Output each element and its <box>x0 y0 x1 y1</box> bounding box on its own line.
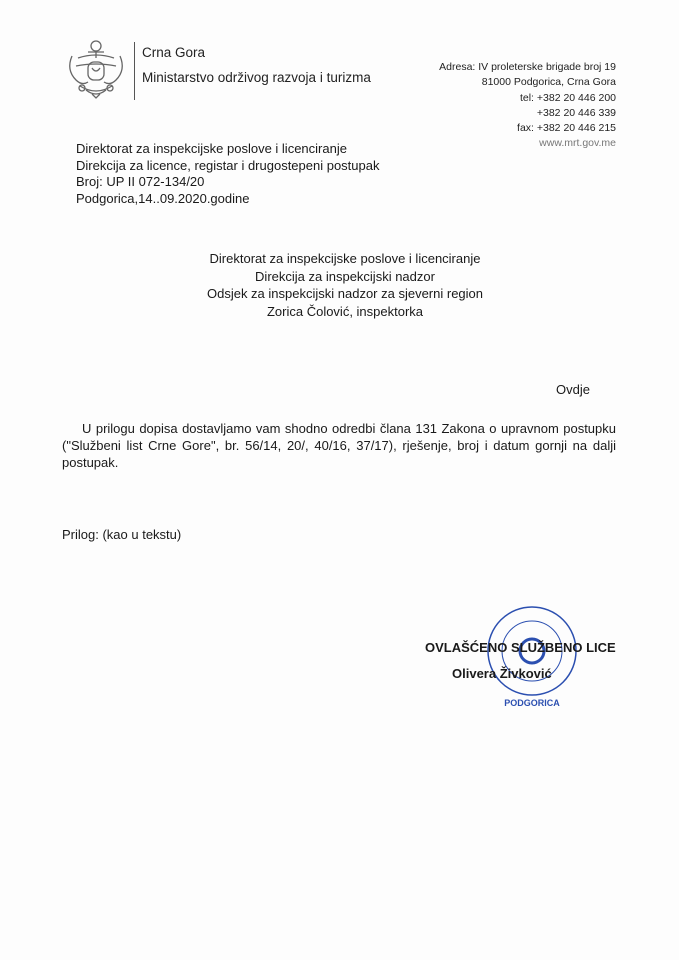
recipient-section: Odsjek za inspekcijski nadzor za sjeverni region <box>206 286 483 301</box>
attachment-note: Prilog: (kao u tekstu) <box>62 527 182 542</box>
recipient-person: Zorica Čolović, inspektorka <box>266 303 424 319</box>
city-line: 81000 Podgorica, Crna Gora <box>481 76 616 89</box>
sender-block <box>76 141 380 207</box>
recipient-block <box>195 250 495 320</box>
reference-number: Broj: UP II 072-134/20 <box>76 174 205 189</box>
stamp-text: PODGORICA <box>504 698 560 708</box>
recipient-location: Ovdje <box>556 382 590 397</box>
signatory-title: OVLAŠĆENO SLUŽBENO LICE <box>425 640 616 655</box>
letterhead-divider <box>134 42 135 100</box>
official-stamp <box>482 605 582 714</box>
body-paragraph <box>62 420 616 471</box>
fax-line: fax: +382 20 446 215 <box>517 122 616 135</box>
signatory-name: Olivera Živković <box>452 666 552 681</box>
recipient-directorate: Direktorat za inspekcijske poslove i licenciranje <box>209 251 481 266</box>
phone-line: tel: +382 20 446 200 <box>519 91 616 104</box>
phone-line-2: +382 20 446 339 <box>536 106 616 119</box>
coat-of-arms-logo <box>62 38 130 105</box>
recipient-division: Direkcija za inspekcijski nadzor <box>255 268 435 284</box>
contact-address-block <box>439 60 616 152</box>
country-name: Crna Gora <box>142 45 206 60</box>
place-date: Podgorica,14..09.2020.godine <box>76 190 250 206</box>
website-link[interactable]: www.mrt.gov.me <box>539 137 616 150</box>
body-text: U prilogu dopisa dostavljamo vam shodno odredbi člana 131 Zakona o upravnom postupku ("Službeni list Crne Gore", br. 56/14, 20/, 40/16, 37/17), rješenje, broj i datum gornji na dalji postupak. <box>62 421 616 470</box>
sender-division: Direkcija za licence, registar i drugostepeni postupak <box>76 157 380 173</box>
sender-directorate: Direktorat za inspekcijske poslove i licenciranje <box>76 141 347 156</box>
ministry-name: Ministarstvo održivog razvoja i turizma <box>142 70 371 85</box>
address-line: Adresa: IV proleterske brigade broj 19 <box>439 61 616 73</box>
